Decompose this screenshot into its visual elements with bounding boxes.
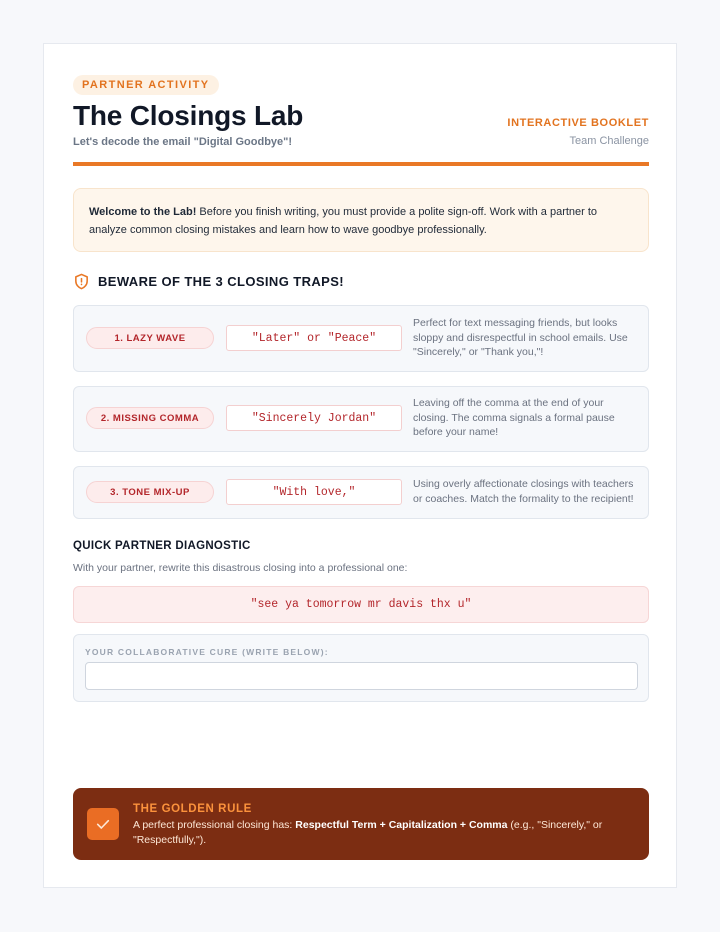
booklet-label: INTERACTIVE BOOKLET xyxy=(507,117,649,129)
trap-example: "Later" or "Peace" xyxy=(226,325,402,351)
check-icon xyxy=(87,808,119,840)
trap-example: "Sincerely Jordan" xyxy=(226,405,402,431)
page-title: The Closings Lab xyxy=(73,100,304,131)
trap-card xyxy=(73,305,649,372)
golden-rule-title: THE GOLDEN RULE xyxy=(133,803,252,815)
golden-rule-intro: A perfect professional closing has: xyxy=(133,819,296,831)
golden-rule-formula: Respectful Term + Capitalization + Comma xyxy=(295,819,508,831)
header-divider xyxy=(73,162,649,166)
page-subtitle: Let's decode the email "Digital Goodbye"! xyxy=(73,136,293,148)
trap-badge: 3. TONE MIX-UP xyxy=(86,481,214,503)
welcome-text: Before you finish writing, you must provide a polite sign-off. Work with a partner to analyze common closing mistakes and learn how to wave goodbye professionally. xyxy=(89,206,598,236)
trap-description: Leaving off the comma at the end of your closing. The comma signals a formal pause before your name! xyxy=(413,397,615,439)
disaster-closing: "see ya tomorrow mr davis thx u" xyxy=(73,586,649,623)
trap-card xyxy=(73,466,649,519)
booklet-page xyxy=(43,43,677,888)
traps-heading xyxy=(73,273,344,290)
activity-pill: PARTNER ACTIVITY xyxy=(73,75,219,95)
golden-rule-example: (e.g., "Sincerely," or "Respectfully,"). xyxy=(133,819,603,846)
cure-input[interactable] xyxy=(85,662,638,690)
shield-alert-icon xyxy=(73,273,90,290)
traps-heading-text: BEWARE OF THE 3 CLOSING TRAPS! xyxy=(98,274,345,289)
trap-description: Perfect for text messaging friends, but looks sloppy and disrespectful in school emails. Use "Sincerely," or "Thank you,"! xyxy=(413,317,628,359)
cure-label: YOUR COLLABORATIVE CURE (WRITE BELOW): xyxy=(85,647,329,657)
golden-rule-banner xyxy=(73,788,649,860)
team-label: Team Challenge xyxy=(569,135,649,147)
trap-example: "With love," xyxy=(226,479,402,505)
trap-badge: 2. MISSING COMMA xyxy=(86,407,214,429)
trap-card xyxy=(73,386,649,452)
diagnostic-instruction: With your partner, rewrite this disastrous closing into a professional one: xyxy=(73,562,408,574)
golden-rule-text xyxy=(133,818,623,847)
header-meta xyxy=(507,117,649,147)
trap-badge: 1. LAZY WAVE xyxy=(86,327,214,349)
diagnostic-title: QUICK PARTNER DIAGNOSTIC xyxy=(73,540,251,552)
cure-panel xyxy=(73,634,649,702)
trap-description: Using overly affectionate closings with teachers or coaches. Match the formality to the recipient! xyxy=(413,478,634,505)
welcome-lead: Welcome to the Lab! xyxy=(89,206,197,218)
welcome-callout xyxy=(73,188,649,252)
page-content xyxy=(73,75,649,846)
